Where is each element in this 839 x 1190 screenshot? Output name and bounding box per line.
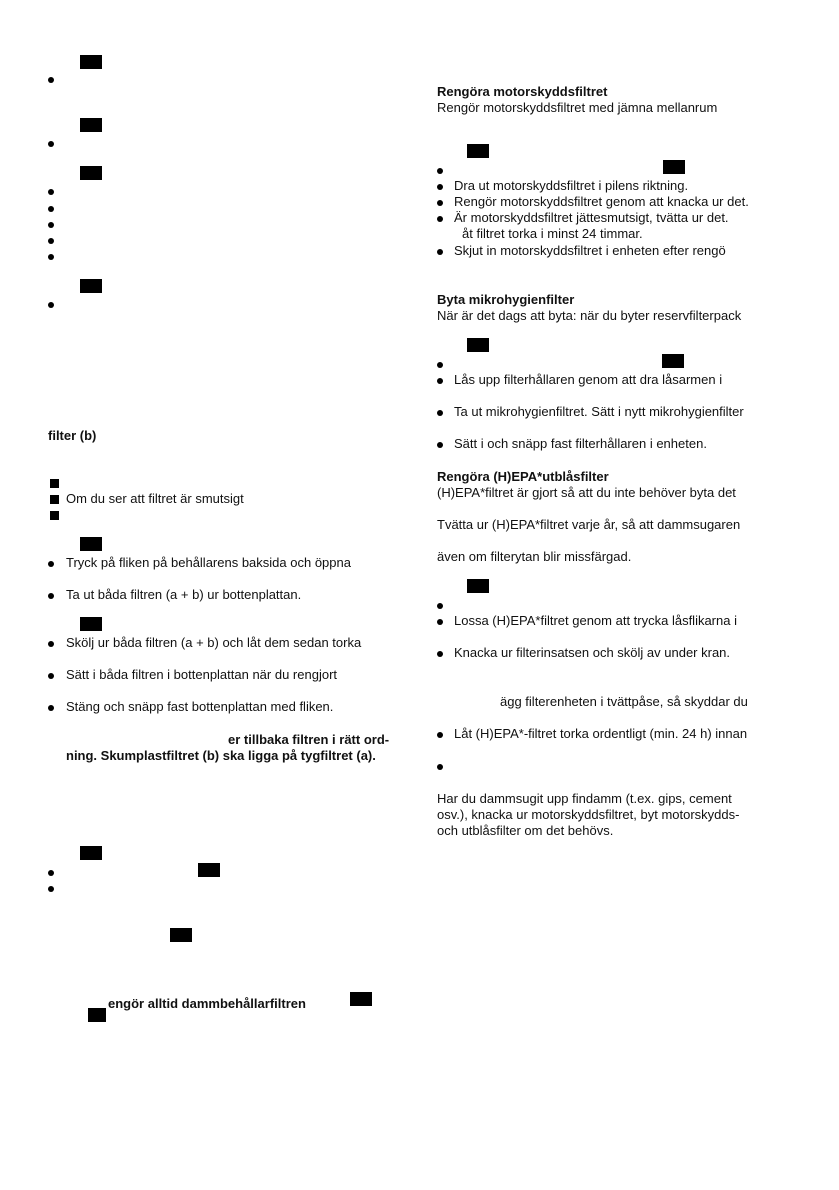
bullet-icon [437, 764, 443, 770]
bullet-icon [437, 619, 443, 625]
bullet-icon [48, 870, 54, 876]
bullet-icon [48, 77, 54, 83]
step-marker [88, 1008, 106, 1022]
hepa-paragraph: även om filterytan blir missfärgad. [437, 549, 632, 564]
bullet-text: Är motorskyddsfiltret jättesmutsigt, tvätta ur det. [454, 210, 729, 225]
step-marker [198, 863, 220, 877]
bullet-icon [437, 168, 443, 174]
bullet-text: Dra ut motorskyddsfiltret i pilens riktning. [454, 178, 689, 193]
bullet-icon [437, 603, 443, 609]
step-marker [350, 992, 372, 1006]
bullet-icon [437, 732, 443, 738]
final-paragraph-line: Har du dammsugit upp findamm (t.ex. gips, cement [437, 791, 732, 806]
bullet-text: Stäng och snäpp fast bottenplattan med fliken. [66, 699, 334, 714]
square-bullet-icon [50, 479, 59, 488]
bullet-icon [48, 673, 54, 679]
note-line: er tillbaka filtren i rätt ord- [228, 732, 390, 747]
bullet-text: Skjut in motorskyddsfiltret i enheten efter rengö [454, 243, 726, 258]
filter-b-heading: filter (b) [48, 428, 97, 443]
micro-filter-intro: När är det dags att byta: när du byter reservfilterpack [437, 308, 742, 323]
step-marker [467, 338, 489, 352]
step-marker [663, 160, 685, 174]
bullet-icon [48, 593, 54, 599]
bullet-continuation: åt filtret torka i minst 24 timmar. [462, 226, 643, 241]
bullet-text: Ta ut mikrohygienfiltret. Sätt i nytt mikrohygienfilter [454, 404, 744, 419]
bullet-text: Sätt i båda filtren i bottenplattan när du rengjort [66, 667, 338, 682]
bullet-icon [437, 378, 443, 384]
bullet-text: Sätt i och snäpp fast filterhållaren i enheten. [454, 436, 707, 451]
step-marker [80, 617, 102, 631]
bullet-icon [437, 249, 443, 255]
bullet-icon [48, 886, 54, 892]
step-marker [80, 279, 102, 293]
step-marker [80, 537, 102, 551]
bullet-icon [48, 561, 54, 567]
bullet-icon [437, 410, 443, 416]
step-marker [467, 579, 489, 593]
bullet-icon [48, 206, 54, 212]
bullet-icon [437, 362, 443, 368]
step-marker [80, 166, 102, 180]
step-marker [80, 118, 102, 132]
step-marker [170, 928, 192, 942]
bullet-icon [48, 302, 54, 308]
bullet-icon [48, 705, 54, 711]
step-marker [80, 55, 102, 69]
micro-filter-heading: Byta mikrohygienfilter [437, 292, 575, 307]
bullet-icon [48, 141, 54, 147]
motor-filter-heading: Rengöra motorskyddsfiltret [437, 84, 608, 99]
square-item-text: Om du ser att filtret är smutsigt [66, 491, 244, 506]
bottom-note: engör alltid dammbehållarfiltren [108, 996, 306, 1011]
bullet-text: Knacka ur filterinsatsen och skölj av under kran. [454, 645, 731, 660]
bullet-icon [48, 189, 54, 195]
step-marker [662, 354, 684, 368]
bullet-icon [437, 184, 443, 190]
bullet-text: Tryck på fliken på behållarens baksida och öppna [66, 555, 351, 570]
bullet-icon [437, 200, 443, 206]
final-paragraph-line: osv.), knacka ur motorskyddsfiltret, byt motorskydds- [437, 807, 740, 822]
step-marker [467, 144, 489, 158]
bullet-icon [437, 442, 443, 448]
bullet-text: Ta ut båda filtren (a + b) ur bottenplattan. [66, 587, 302, 602]
bullet-text: Lossa (H)EPA*filtret genom att trycka låsflikarna i [454, 613, 737, 628]
bullet-icon [437, 216, 443, 222]
bullet-text: Rengör motorskyddsfiltret genom att knacka ur det. [454, 194, 749, 209]
bullet-icon [48, 641, 54, 647]
motor-filter-intro: Rengör motorskyddsfiltret med jämna mellanrum [437, 100, 718, 115]
note-line: ning. Skumplastfiltret (b) ska ligga på tygfiltret (a). [66, 748, 376, 763]
step-marker [80, 846, 102, 860]
bullet-icon [437, 651, 443, 657]
square-bullet-icon [50, 511, 59, 520]
final-paragraph-line: och utblåsfilter om det behövs. [437, 823, 614, 838]
bullet-icon [48, 238, 54, 244]
bullet-text: Låt (H)EPA*-filtret torka ordentligt (min. 24 h) innan [454, 726, 748, 741]
hepa-paragraph: Tvätta ur (H)EPA*filtret varje år, så att dammsugaren [437, 517, 741, 532]
bullet-text: Skölj ur båda filtren (a + b) och låt dem sedan torka [66, 635, 362, 650]
bullet-icon [48, 254, 54, 260]
bullet-icon [48, 222, 54, 228]
hepa-filter-heading: Rengöra (H)EPA*utblåsfilter [437, 469, 609, 484]
square-bullet-icon [50, 495, 59, 504]
hepa-filter-intro: (H)EPA*filtret är gjort så att du inte behöver byta det [437, 485, 736, 500]
hepa-wash-bag-note: ägg filterenheten i tvättpåse, så skyddar du [500, 694, 748, 709]
bullet-text: Lås upp filterhållaren genom att dra låsarmen i [454, 372, 723, 387]
